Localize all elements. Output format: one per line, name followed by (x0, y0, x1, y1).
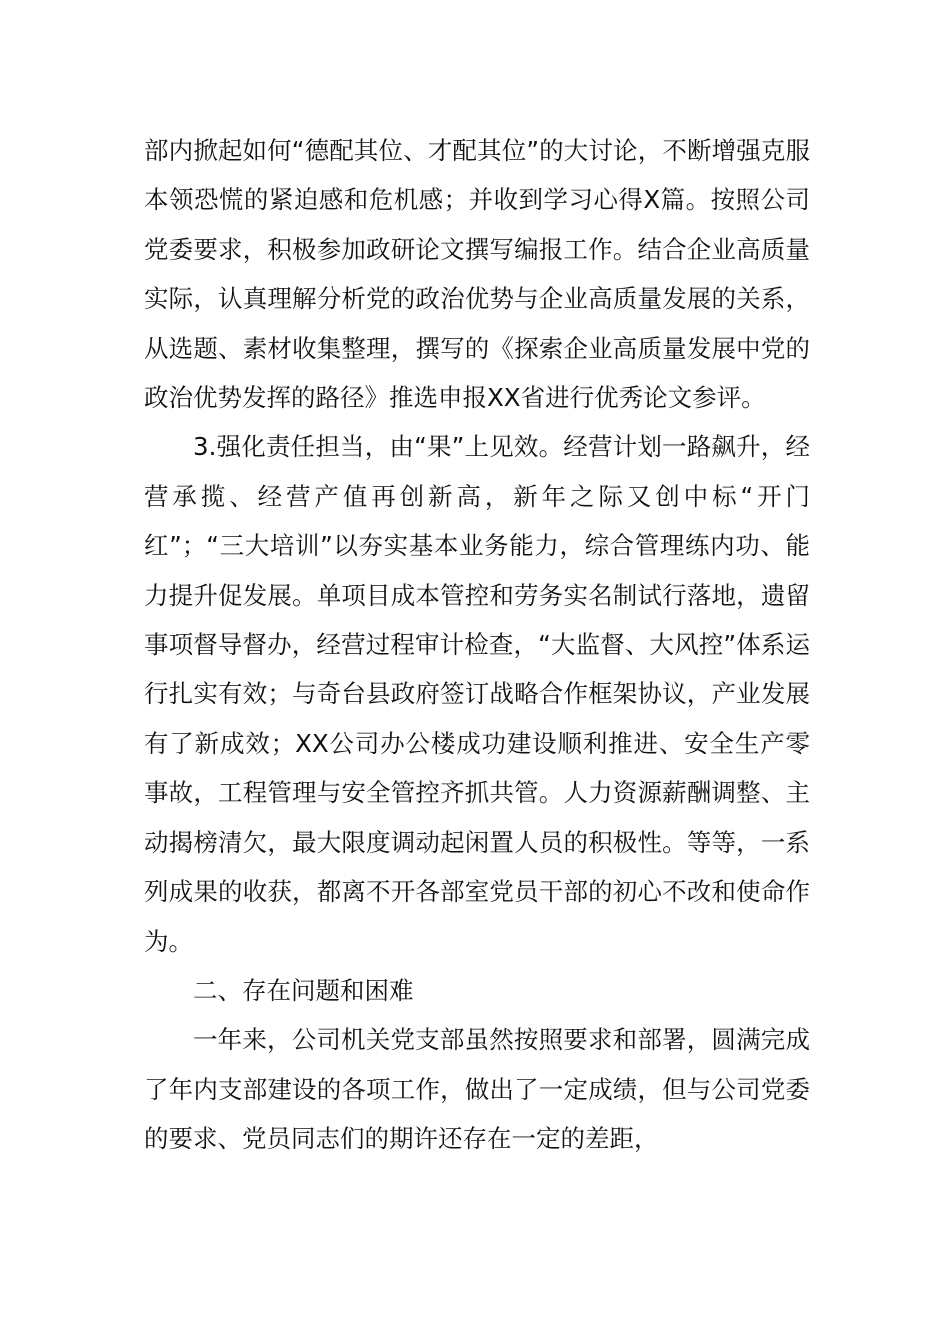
document-body (144, 126, 810, 1164)
paragraph-problems: 一年来，公司机关党支部虽然按照要求和部署，圆满完成了年内支部建设的各项工作，做出了一定成绩，但与公司党委的要求、党员同志们的期许还存在一定的差距， (144, 1025, 810, 1154)
paragraph-continued: 部内掀起如何“德配其位、才配其位”的大讨论，不断增强克服本领恐慌的紧迫感和危机感；并收到学习心得X篇。按照公司党委要求，积极参加政研论文撰写编报工作。结合企业高质量实际，认真理解分析党的政治优势与企业高质量发展的关系，从选题、素材收集整理，撰写的《探索企业高质量发展中党的政治优势发挥的路径》推选申报XX省进行优秀论文参评。 (144, 136, 810, 413)
section-heading: 二、存在问题和困难 (193, 975, 414, 1005)
paragraph-responsibility: 3.强化责任担当，由“果”上见效。经营计划一路飙升，经营承揽、经营产值再创新高，新年之际又创中标“开门红”；“三大培训”以夯实基本业务能力，综合管理练内功、能力提升促发展。单项目成本管控和劳务实名制试行落地，遗留事项督导督办，经营过程审计检查，“大监督、大风控”体系运行扎实有效；与奇台县政府签订战略合作框架协议，产业发展有了新成效；XX公司办公楼成功建设顺利推进、安全生产零事故，工程管理与安全管控齐抓共管。人力资源薪酬调整、主动揭榜清欠，最大限度调动起闲置人员的积极性。等等，一系列成果的收获，都离不开各部室党员干部的初心不改和使命作为。 (144, 432, 810, 956)
